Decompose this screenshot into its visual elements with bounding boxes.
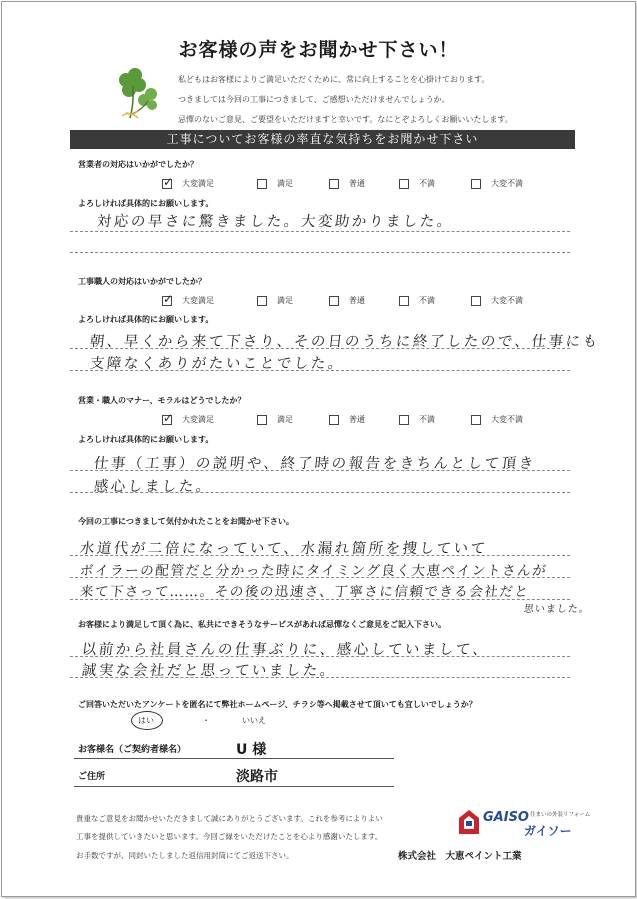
option-neutral[interactable]: 普通 <box>329 178 399 189</box>
option-satisfied[interactable]: 満足 <box>257 178 329 189</box>
option-very-satisfied[interactable]: ✓ 大変満足 <box>162 414 257 425</box>
section-banner: 工事についてお客様の率直な気持ちをお聞かせ下さい <box>70 130 575 149</box>
intro-line: 私どもはお客様によりご満足いただくために、常に向上することを心掛けております。 <box>178 75 490 84</box>
consent-no[interactable]: いいえ <box>242 716 266 725</box>
address-underline <box>74 786 394 787</box>
question-label: 営業者の対応はいかがでしたか？ <box>78 160 198 169</box>
option-very-dissatisfied[interactable]: 大変不満 <box>471 295 523 306</box>
question-label: 今回の工事につきまして気付かれたことをお聞かせ下さい。 <box>78 517 294 526</box>
handwritten-answer: 感心しました。 <box>93 479 214 495</box>
answer-line <box>70 492 570 493</box>
name-underline <box>74 758 394 759</box>
handwritten-answer: 誠実な会社だと思っていました。 <box>81 663 338 679</box>
option-dissatisfied[interactable]: 不満 <box>399 178 471 189</box>
answer-line <box>70 677 570 678</box>
checkbox[interactable] <box>471 296 481 306</box>
consent-question: ご回答いただいたアンケートを匿名にて弊社ホームページ、チラシ等へ掲載させて頂いても宜しいでしょうか？ <box>78 700 477 709</box>
checkbox[interactable] <box>471 179 481 189</box>
answer-line <box>70 231 570 232</box>
answer-line <box>70 470 570 471</box>
checkbox-checked[interactable] <box>162 415 172 425</box>
checkbox-checked[interactable] <box>162 179 172 189</box>
checkbox[interactable] <box>257 179 267 189</box>
option-neutral[interactable]: 普通 <box>329 295 399 306</box>
option-very-satisfied[interactable]: ✓ 大変満足 <box>162 178 257 189</box>
consent-yes[interactable]: はい <box>138 716 154 725</box>
clover-illustration <box>108 66 160 124</box>
answer-line <box>70 348 570 349</box>
consent-separator: ・ <box>202 716 210 725</box>
checkbox-checked[interactable] <box>162 296 172 306</box>
handwritten-answer: 以前から社員さんの仕事ぶりに、感心していまして、 <box>81 642 491 658</box>
logo-kana: ガイソー <box>524 824 572 838</box>
question-label: お客様により満足して頂く為に、私共にできそうなサービスがあれば忌憚なくご意見をご記入下さい。 <box>78 620 446 629</box>
checkbox[interactable] <box>399 415 409 425</box>
option-dissatisfied[interactable]: 不満 <box>399 295 471 306</box>
answer-line <box>70 555 570 556</box>
checkbox[interactable] <box>257 415 267 425</box>
logo-brand: GAISO <box>483 810 529 825</box>
checkbox[interactable] <box>399 296 409 306</box>
option-very-dissatisfied[interactable]: 大変不満 <box>471 414 523 425</box>
rating-options <box>162 414 562 425</box>
page-title: お客様の声をお聞かせ下さい！ <box>178 39 459 61</box>
option-very-satisfied[interactable]: ✓ 大変満足 <box>162 295 257 306</box>
rating-options <box>162 295 562 306</box>
address-label: ご住所 <box>78 772 106 782</box>
handwritten-answer: 朝、早くから来て下さり、その日のうちに終了したので、仕事にも <box>89 334 601 350</box>
name-label: お客様名（ご契約者様名） <box>78 745 187 755</box>
logo-tagline: 住まいの外装リフォーム <box>530 812 591 818</box>
option-satisfied[interactable]: 満足 <box>257 414 329 425</box>
option-very-dissatisfied[interactable]: 大変不満 <box>471 178 523 189</box>
handwritten-answer: 支障なくありがたいことでした。 <box>89 356 346 372</box>
footer-line: 貴重なご意見をお聞かせいただきまして誠にありがとうございます。これを参考によりよい <box>76 814 383 823</box>
checkbox[interactable] <box>257 296 267 306</box>
rating-options <box>162 178 562 189</box>
option-neutral[interactable]: 普通 <box>329 414 399 425</box>
gaiso-logo-icon <box>457 808 481 836</box>
handwritten-answer: 来て下さって……。その後の迅速さ、丁寧さに信頼できる会社だと <box>78 584 531 600</box>
question-label: 工事職人の対応はいかがでしたか？ <box>78 277 206 286</box>
handwritten-answer: 対応の早さに驚きました。大変助かりました。 <box>96 214 455 230</box>
checkbox[interactable] <box>329 179 339 189</box>
checkbox[interactable] <box>329 415 339 425</box>
handwritten-answer: 思いました。 <box>523 604 591 615</box>
company-name: 株式会社 大恵ペイント工業 <box>398 851 522 862</box>
answer-line <box>70 656 570 657</box>
answer-line <box>70 252 570 253</box>
option-satisfied[interactable]: 満足 <box>257 295 329 306</box>
customer-address: 淡路市 <box>236 769 278 785</box>
handwritten-answer: 水道代が二倍になっていて、水漏れ箇所を捜していて <box>79 541 489 557</box>
survey-sheet <box>1 1 636 897</box>
handwritten-answer: ボイラーの配管だと分かった時にタイミング良く大恵ペイントさんが <box>78 563 549 579</box>
checkbox[interactable] <box>329 296 339 306</box>
footer-line: 工事を提供していきたいと思います。今回ご縁をいただけたことを心より感謝いたします。 <box>76 832 383 841</box>
checkbox[interactable] <box>399 179 409 189</box>
detail-prompt: よろしければ具体的にお願いします。 <box>78 315 214 324</box>
option-dissatisfied[interactable]: 不満 <box>399 414 471 425</box>
customer-name: U 様 <box>236 742 267 758</box>
answer-line <box>70 370 570 371</box>
intro-line: つきましては今回の工事につきまして、ご感想いただけませんでしょうか。 <box>178 95 450 104</box>
detail-prompt: よろしければ具体的にお願いします。 <box>78 199 214 208</box>
checkbox[interactable] <box>471 415 481 425</box>
answer-line <box>70 599 570 600</box>
footer-line: お手数ですが、同封いたしました返信用封筒にてご返送下さい。 <box>76 851 294 860</box>
question-label: 営業・職人のマナー、モラルはどうでしたか？ <box>78 396 246 405</box>
handwritten-answer: 仕事（工事）の説明や、終了時の報告をきちんとして頂き <box>93 456 537 472</box>
intro-line: 忌憚のないご意見、ご要望をいただけますと幸いです。なにとぞよろしくお願いいたします。 <box>178 115 513 124</box>
answer-line <box>70 577 570 578</box>
detail-prompt: よろしければ具体的にお願いします。 <box>78 435 214 444</box>
